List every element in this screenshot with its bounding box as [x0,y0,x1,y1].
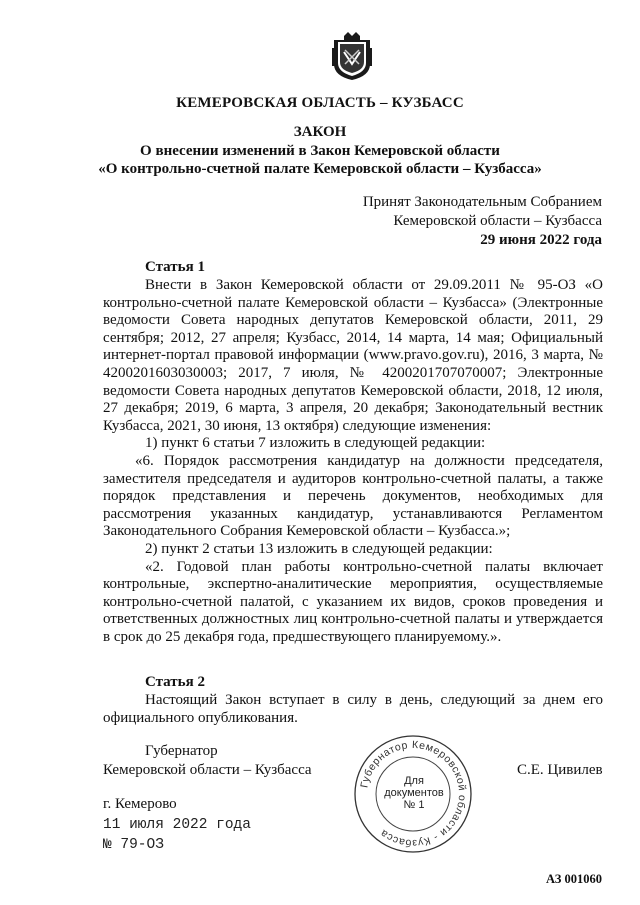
region-heading: КЕМЕРОВСКАЯ ОБЛАСТЬ – КУЗБАСС [176,95,464,111]
signatory-name: С.Е. Цивилев [517,762,603,778]
article-1-item-1: 1) пункт 6 статьи 7 изложить в следующей редакции: [145,435,486,452]
coat-of-arms-emblem [330,30,374,82]
article-2-body [103,692,603,727]
signatory-title-line-2: Кемеровской области – Кузбасса [103,762,312,778]
signatory-title-line-1: Губернатор [145,743,218,759]
adoption-block [363,193,602,250]
stamp-center-line-3: № 1 [403,799,425,811]
stamp-center-line-2: документов [384,787,444,799]
article-1-item-1-text: «6. Порядок рассмотрения кандидатур на должности председателя, заместителя председателя и аудиторов контрольно-счетной палаты, а также порядок представления и перечень документов, необходимых для рассмотрения указанных кандидатур, устанавливаются Регламентом Законодательного Собрания Кемеровской области – Кузбасса.»; [103,452,603,540]
article-1-intro: Внести в Закон Кемеровской области от 29.09.2011 № 95-ОЗ «О контрольно-счетной палате Кемеровской области – Кузбасса» (Электронные ведомости Совета народных депутатов Кемеровской области, 2011, 29 сентября; 2012, 27 апреля; Кузбасс, 2014, 14 марта, 14 мая; Официальный интернет-портал правовой информации (www.pravo.gov.ru), 2016, 3 марта, № 4200201603030003; 2017, 7 июля, № 4200201707070007; Электронные ведомости Совета народных депутатов Кемеровской области, 2018, 12 июля, 27 декабря; 2019, 6 марта, 3 апреля, 20 декабря; Законодательный вестник Кузбасса, 2021, 30 июня, 13 октября) следующие изменения: [103,277,603,434]
signing-date: 11 июля 2022 года [103,817,251,833]
signatory-title [103,742,312,780]
article-1-item-2-text: «2. Годовой план работы контрольно-счетной палаты включает контрольные, экспертно-аналитические мероприятия, осуществляемые контрольно-счетной палатой, с указанием их видов, сроков проведения и ответственных должностных лиц контрольно-счетной палаты и утверждается в срок до 25 декабря года, предшествующего планируемому.». [103,558,603,645]
article-2-text: Настоящий Закон вступает в силу в день, следующий за днем его официального опубликования. [103,692,603,726]
stamp-center-line-1: Для [404,775,424,787]
law-number: № 79-ОЗ [103,837,164,853]
adoption-date: 29 июня 2022 года [480,232,602,248]
stamp-center-text [383,775,445,811]
law-heading: ЗАКОН [293,124,347,140]
stamp-ring-text: Губернатор Кемеровской области - Кузбасса [358,738,469,850]
article-1-body [103,277,603,646]
law-title-line-2: «О контрольно-счетной палате Кемеровской области – Кузбасса» [98,161,542,177]
article-2-title: Статья 2 [145,674,205,690]
article-1-item-2: 2) пункт 2 статьи 13 изложить в следующей редакции: [145,540,493,557]
city: г. Кемерово [103,796,177,812]
article-1-title: Статья 1 [145,259,205,275]
adoption-line-2: Кемеровской области – Кузбасса [393,213,602,229]
document-serial-number: АЗ 001060 [546,872,602,886]
adoption-line-1: Принят Законодательным Собранием [362,194,602,210]
law-title-line-1: О внесении изменений в Закон Кемеровской области [140,143,500,159]
